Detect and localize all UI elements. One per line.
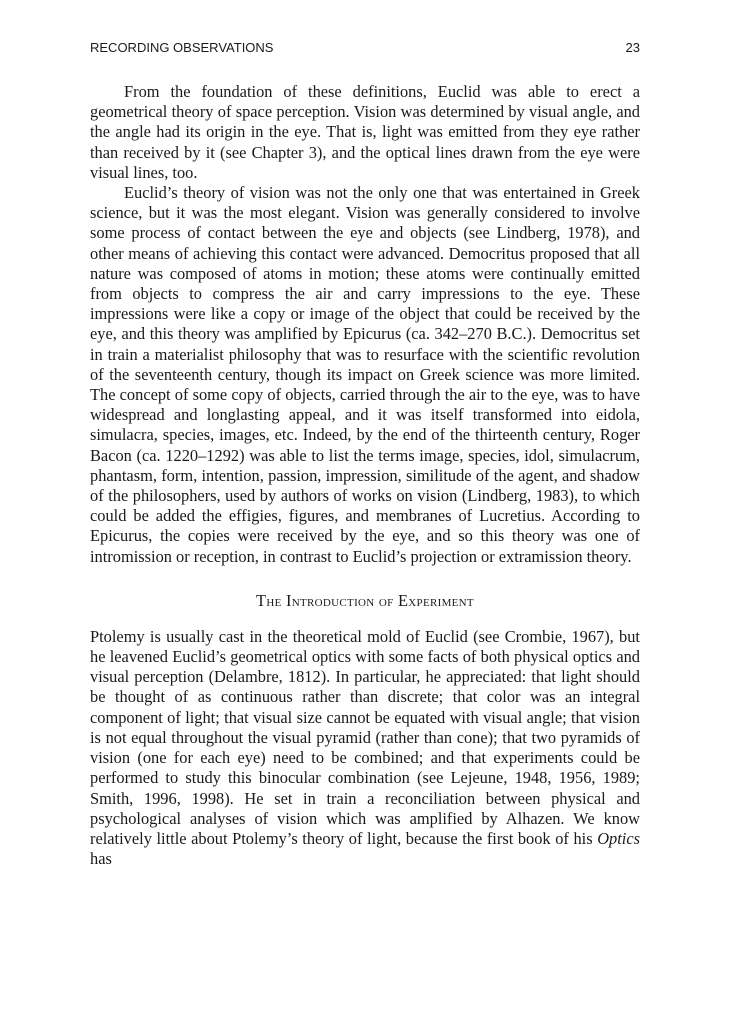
section-text (90, 627, 640, 869)
optics-title-italic: Optics (597, 828, 640, 848)
paragraph-3-main: Ptolemy is usually cast in the theoretical mold of Euclid (see Crombie, 1967), but he leavened Euclid’s geometrical optics with some facts of both physical optics and visual perception (Delambre, 1812). In particular, he appreciated: that light should be thought of as continuous rather than discrete; that color was an integral component of light; that visual size cannot be equated with visual angle; that vision is not equal throughout the visual pyramid (rather than cone); that two pyramids of vision (one for each eye) need to be combined; and that experiments could be performed to study this binocular combination (see Lejeune, 1948, 1956, 1989; Smith, 1996, 1998). He set in train a reconciliation between physical and psychological analyses of vision which was amplified by Alhazen. We know relatively little about Ptolemy’s theory of light, because the first book of his (90, 626, 640, 848)
running-title: RECORDING OBSERVATIONS (90, 40, 274, 55)
section-heading: The Introduction of Experiment (256, 590, 474, 610)
running-head (90, 40, 640, 62)
paragraph-3-tail: has (90, 849, 112, 869)
body-text (90, 82, 640, 567)
paragraph-2: Euclid’s theory of vision was not the only one that was entertained in Greek science, but it was the most elegant. Vision was generally considered to involve some process of contact between the eye and objects (see Lindberg, 1978), and other means of achieving this contact were advanced. Democritus proposed that all nature was composed of atoms in motion; these atoms were continually emitted from objects to compress the air and carry impressions to the eye. These impressions were like a copy or image of the object that could be received by the eye, and this theory was amplified by Epicurus (ca. 342–270 B.C.). Democritus set in train a materialist philosophy that was to resurface with the scientific revolution of the seventeenth century, though its impact on Greek science was more limited. The concept of some copy of objects, carried through the air to the eye, was to have widespread and longlasting appeal, and it was itself transformed into eidola, simulacra, species, images, etc. Indeed, by the end of the thirteenth century, Roger Bacon (ca. 1220–1292) was able to list the terms image, species, idol, simulacrum, phantasm, form, intention, passion, impression, similitude of the agent, and shadow of the philosophers, used by authors of works on vision (Lindberg, 1983), to which could be added the effigies, figures, and membranes of Lucretius. According to Epicurus, the copies were received by the eye, and so this theory was one of intromission or reception, in contrast to Euclid’s projection or extramission theory. (90, 183, 640, 566)
paragraph-1: From the foundation of these definitions, Euclid was able to erect a geometrical theory of space perception. Vision was determined by visual angle, and the angle had its origin in the eye. That is, light was emitted from they eye rather than received by it (see Chapter 3), and the optical lines drawn from the eye were visual lines, too. (90, 82, 640, 182)
paragraph-3 (90, 627, 640, 869)
book-page (90, 40, 640, 869)
page-number: 23 (625, 40, 640, 55)
